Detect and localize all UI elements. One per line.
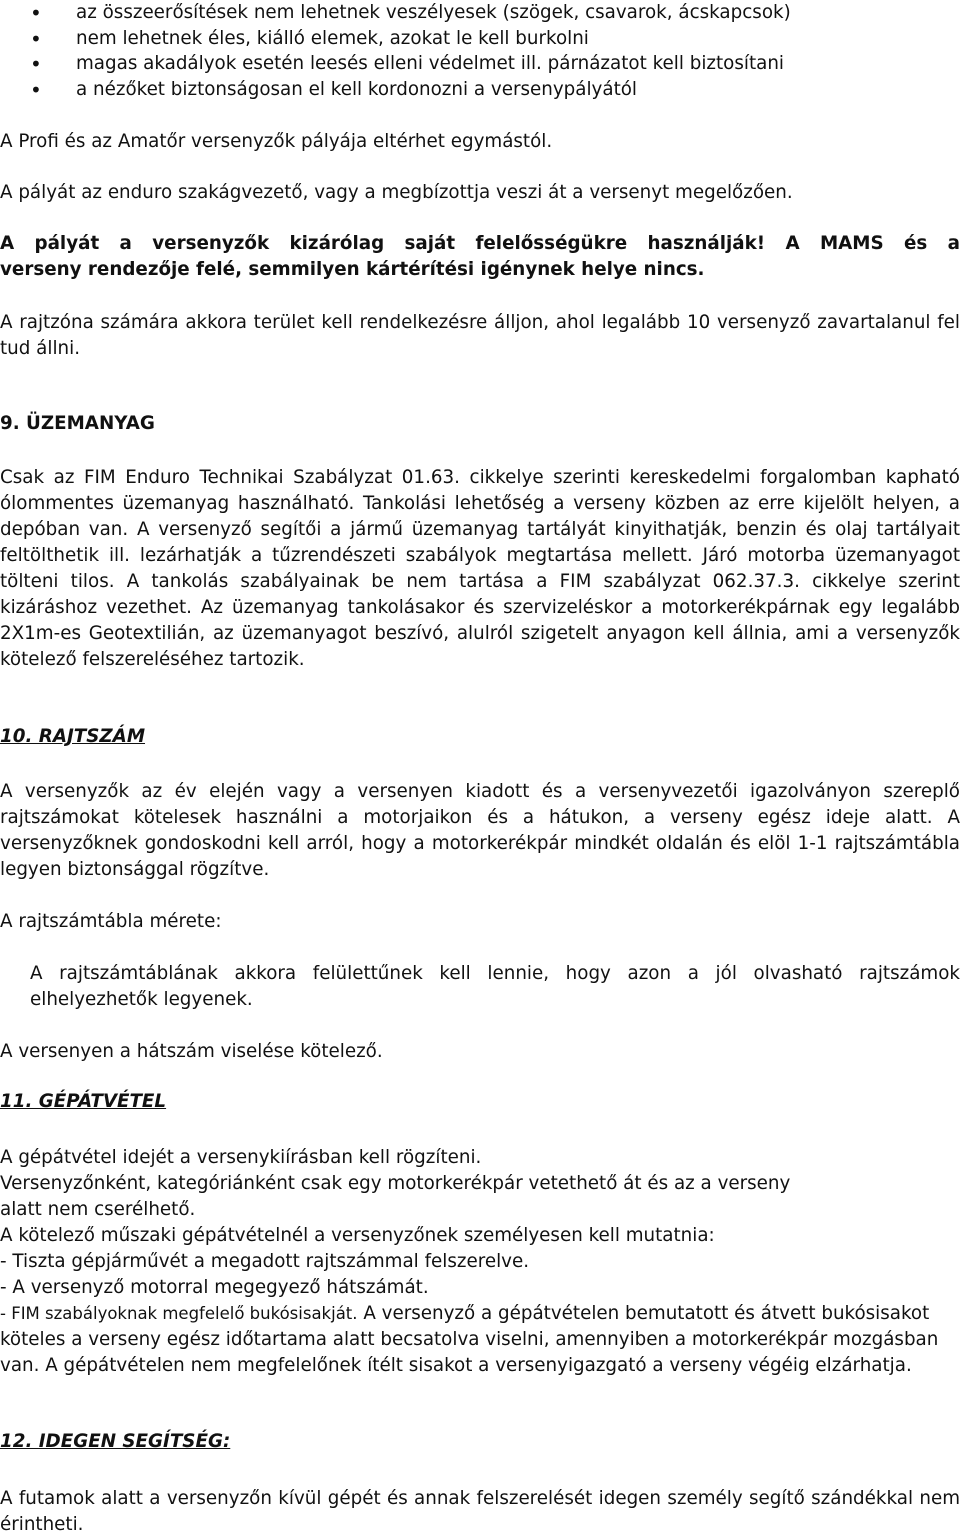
gepatvetel-line: A gépátvétel idejét a versenykiírásban kell rögzíteni. bbox=[0, 1147, 482, 1168]
gepatvetel-line: alatt nem cserélhető. bbox=[0, 1199, 196, 1220]
fim-sisak-prefix: - FIM szabályoknak megfelelő bukósisakját. bbox=[0, 1304, 358, 1323]
gepatvetel-fim-paragraph bbox=[0, 1301, 960, 1379]
bullet-item: • az összeerősítések nem lehetnek veszélyesek (szögek, csavarok, ácskapcsok) bbox=[0, 0, 960, 26]
section-body-rajtszam: A versenyzők az év elején vagy a versenyen kiadott és a versenyvezetői igazolványon szereplő rajtszámokat kötelesek használni a motorjaikon és a hátukon, a verseny egész ideje alatt. A versenyzőknek gondoskodni kell arról, hogy a motorkerékpár mindkét oldalán és elöl 1-1 rajtszámtábla legyen biztonsággal rögzítve. bbox=[0, 781, 960, 880]
paragraph-profi-amator: A Profi és az Amatőr versenyzők pályája eltérhet egymástól. bbox=[0, 131, 553, 152]
section-body-gepatvetel bbox=[0, 1145, 960, 1379]
fim-sisak-rest: A versenyző a gépátvételen bemutatott és átvett bukósisakot köteles a verseny egész időtartama alatt becsatolva viselni, amennyiben a motorkerékpár mozgásban van. A gépátvételen nem megfelelőnek ítélt sisakot a versenyigazgató a verseny végéig elzárhatja. bbox=[0, 1303, 939, 1376]
gepatvetel-line: - Tiszta gépjárművét a megadott rajtszámmal felszerelve. bbox=[0, 1251, 530, 1272]
hatszam-text: A versenyen a hátszám viselése kötelező. bbox=[0, 1041, 383, 1062]
section-heading-idegen-segitseg: 12. IDEGEN SEGÍTSÉG: bbox=[0, 1431, 231, 1452]
bullet-list bbox=[0, 0, 960, 102]
rajtszam-meret-label: A rajtszámtábla mérete: bbox=[0, 911, 222, 932]
bullet-item: • magas akadályok esetén leesés elleni védelmet ill. párnázatot kell biztosítani bbox=[0, 51, 960, 77]
paragraph-felelosseg bbox=[0, 231, 960, 283]
paragraph-palyat-atveszi: A pályát az enduro szakágvezető, vagy a megbízottja veszi át a versenyt megelőzően. bbox=[0, 182, 793, 203]
section-heading-gepatvetel: 11. GÉPÁTVÉTEL bbox=[0, 1091, 167, 1112]
bullet-item: • nem lehetnek éles, kiálló elemek, azokat le kell burkolni bbox=[0, 26, 960, 52]
gepatvetel-line: - A versenyző motorral megegyező hátszámát. bbox=[0, 1277, 429, 1298]
rajtszam-meret-text: A rajtszámtáblának akkora felülettűnek kell lennie, hogy azon a jól olvasható rajtszámok elhelyezhetők legyenek. bbox=[30, 963, 960, 1010]
section-body-uzemanyag: Csak az FIM Enduro Technikai Szabályzat 01.63. cikkelye szerinti kereskedelmi forgalomban kapható ólommentes üzemanyag használható. Tankolási lehetőség a verseny közben az erre kijelölt helyen, a depóban van. A versenyző segítői a jármű üzemanyag tartályát kinyithatják, benzin és olaj tartályait feltölthetik ill. lezárhatják a tűzrendészeti szabályok megtartása mellett. Járó motorba üzemanyagot tölteni tilos. A tankolás szabályainak be nem tartása a FIM szabályzat 062.37.3. cikkelye szerint kizáráshoz vezethet. Az üzemanyag tankolásakor és szervizeléskor a motorkerékpárnak egy legalább 2X1m-es Geotextilián, az üzemanyagot beszívó, alulról szigetelt anyagon kell állnia, ami a versenyzők kötelező felszereléséhez tartozik. bbox=[0, 467, 960, 670]
section-heading-rajtszam: 10. RAJTSZÁM bbox=[0, 726, 146, 747]
gepatvetel-line: A kötelező műszaki gépátvételnél a versenyzőnek személyesen kell mutatnia: bbox=[0, 1225, 715, 1246]
gepatvetel-line: Versenyzőnként, kategóriánként csak egy motorkerékpár vetethető át és az a verseny bbox=[0, 1173, 791, 1194]
section-body-idegen-segitseg: A futamok alatt a versenyzőn kívül gépét és annak felszerelését idegen személy segítő szándékkal nem érintheti. bbox=[0, 1488, 960, 1535]
paragraph-rajtzona: A rajtzóna számára akkora terület kell rendelkezésre álljon, ahol legalább 10 versenyző zavartalanul fel tud állni. bbox=[0, 312, 960, 359]
paragraph-felelosseg-line-1: A pályát a versenyzők kizárólag saját felelősségükre használják! A MAMS és a bbox=[0, 233, 960, 254]
paragraph-felelosseg-line-2: verseny rendezője felé, semmilyen kártérítési igénynek helye nincs. bbox=[0, 259, 705, 280]
bullet-item: • a nézőket biztonságosan el kell kordonozni a versenypályától bbox=[0, 77, 960, 103]
section-heading-uzemanyag: 9. ÜZEMANYAG bbox=[0, 413, 155, 434]
